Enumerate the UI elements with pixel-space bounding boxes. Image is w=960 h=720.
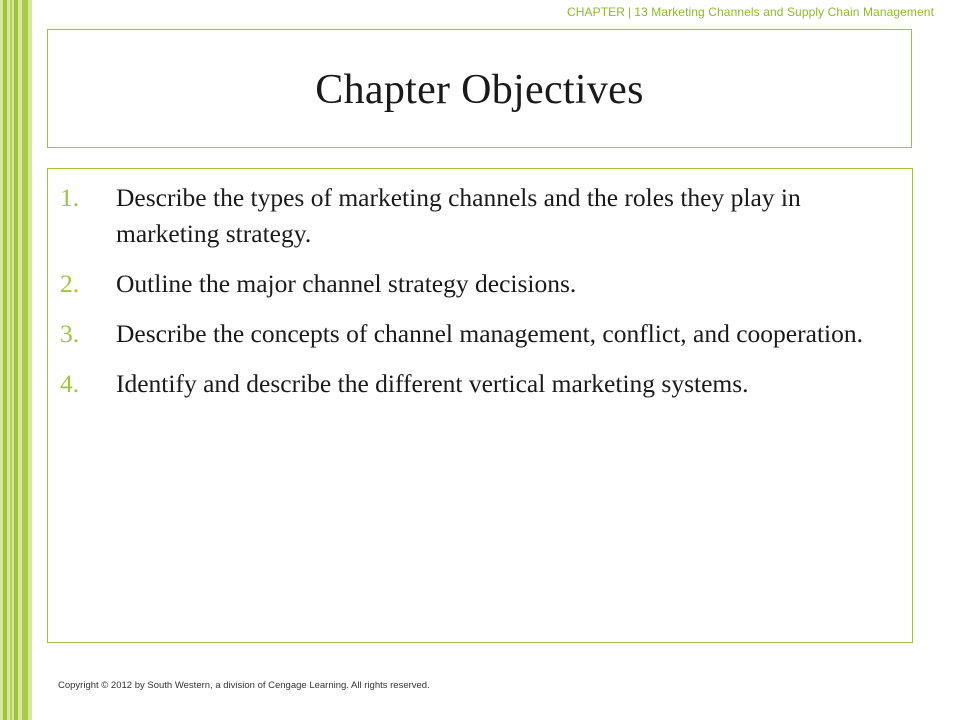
objective-text: Outline the major channel strategy decisions. — [116, 269, 577, 298]
title-box — [47, 29, 912, 148]
objective-number: 2. — [60, 269, 80, 298]
copyright-notice: Copyright © 2012 by South Western, a division of Cengage Learning. All rights reserved. — [58, 680, 430, 691]
objective-number: 1. — [60, 183, 80, 212]
objective-item — [60, 316, 900, 352]
left-decorative-stripes — [0, 0, 32, 720]
stripe — [10, 0, 12, 720]
objective-item — [60, 266, 900, 302]
stripe — [22, 0, 28, 720]
objective-item — [60, 366, 900, 402]
chapter-title: 13 Marketing Channels and Supply Chain Management — [634, 5, 934, 19]
slide-title: Chapter Objectives — [315, 66, 644, 113]
objective-text: Describe the types of marketing channels and the roles they play in marketing strategy. — [116, 183, 801, 248]
objective-number: 3. — [60, 319, 80, 348]
content-box — [47, 168, 913, 643]
objective-text: Describe the concepts of channel management, conflict, and cooperation. — [116, 319, 863, 348]
chapter-header — [567, 5, 934, 19]
chapter-label: CHAPTER — [566, 5, 626, 19]
objective-number: 4. — [60, 369, 80, 398]
objective-text: Identify and describe the different vertical marketing systems. — [116, 369, 749, 398]
header-separator: | — [628, 5, 632, 19]
stripe — [14, 0, 18, 720]
objectives-list — [60, 180, 900, 416]
objective-item — [60, 180, 900, 252]
stripe — [3, 0, 7, 720]
